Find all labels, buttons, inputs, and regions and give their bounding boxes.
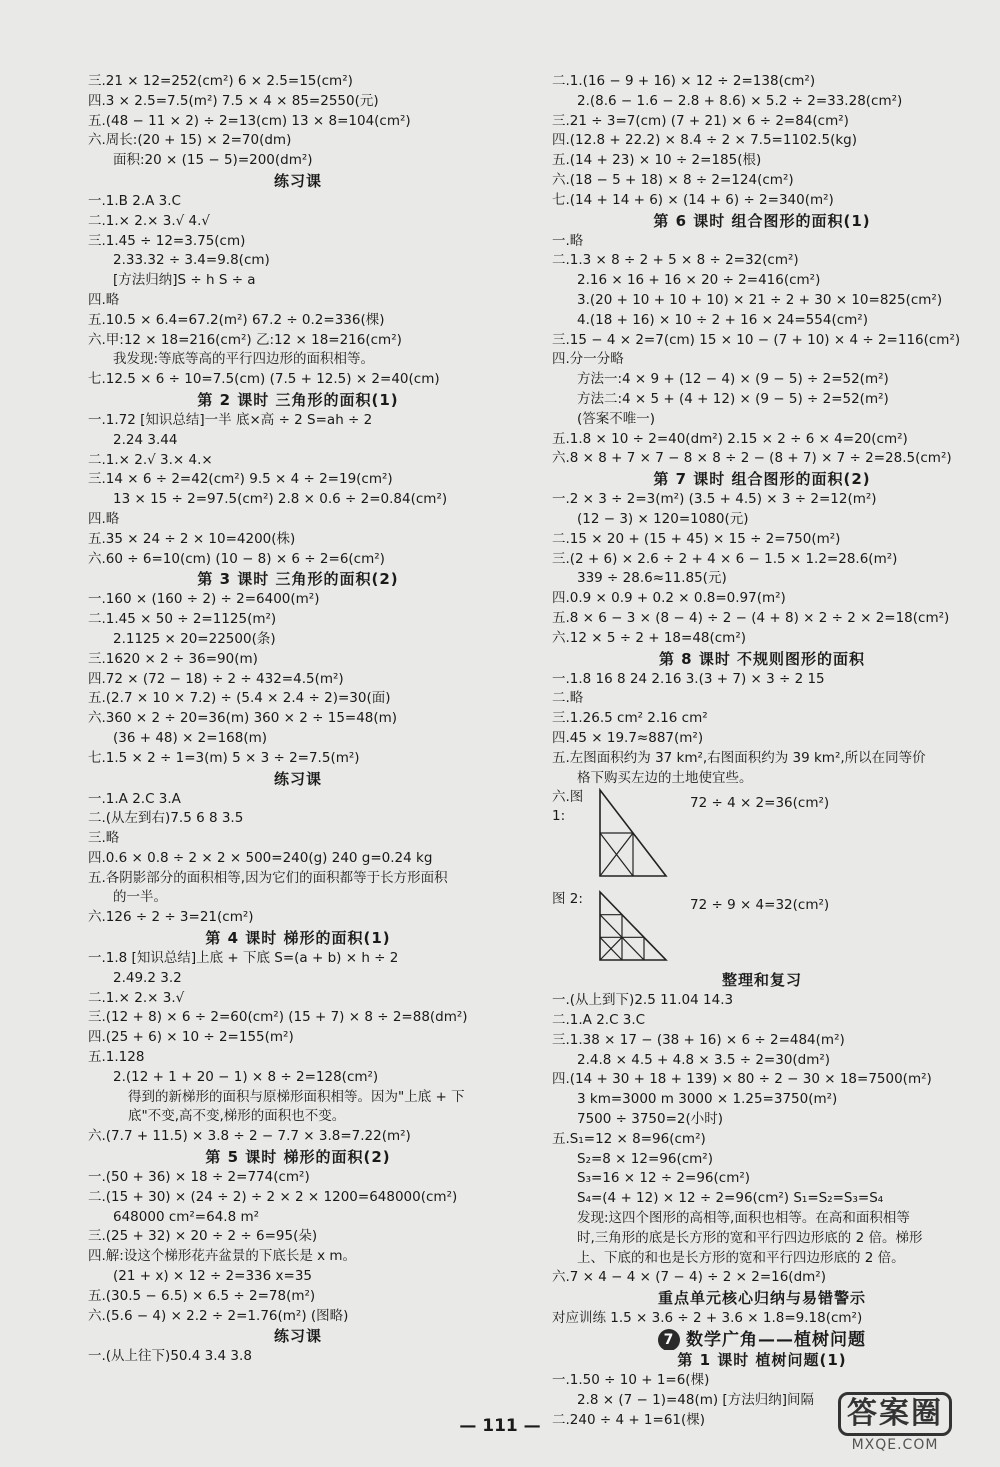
answer-line: 一.1.8 16 8 24 2.16 3.(3 + 7) × 3 ÷ 2 15 [552,670,825,687]
answer-line: 一.(从上到下)2.5 11.04 14.3 [552,992,734,1009]
answer-line: 13 × 15 ÷ 2=97.5(cm²) 2.8 × 0.6 ÷ 2=0.84(cm²) [113,491,448,508]
answer-line: 五.1.128 [88,1049,145,1066]
answer-line: (答案不唯一) [577,410,656,427]
answer-line: 六.60 ÷ 6=10(cm) (10 − 8) × 6 ÷ 2=6(cm²) [88,550,385,567]
answer-line: 二.1.× 2.× 3.√ [88,989,185,1006]
figure-2-triangle-icon [598,890,668,962]
answer-line: 五.(14 + 23) × 10 ÷ 2=185(根) [552,152,762,169]
answer-line: 发现:这四个图形的高相等,面积也相等。在高和面积相等 [577,1210,910,1227]
answer-line: [方法归纳]S ÷ h S ÷ a [113,272,256,289]
section-heading: 整理和复习 [721,971,802,990]
answer-line: 二.1.45 × 50 ÷ 2=1125(m²) [88,611,277,628]
answer-line: 三.(25 + 32) × 20 ÷ 2 ÷ 6=95(朵) [88,1228,318,1245]
watermark-text: 答案圈 [838,1392,952,1436]
answer-line: 六.周长:(20 + 15) × 2=70(dm) [88,132,292,149]
figure-1-triangle-icon [598,788,668,878]
answer-line: 2.(12 + 1 + 20 − 1) × 8 ÷ 2=128(cm²) [113,1068,379,1085]
section-heading: 第 3 课时 三角形的面积(2) [197,570,399,589]
answer-line: 五.(2.7 × 10 × 7.2) ÷ (5.4 × 2.4 ÷ 2)=30(面) [88,690,391,707]
answer-line: 四.(12.8 + 22.2) × 8.4 ÷ 2 × 7.5=1102.5(kg) [552,132,858,149]
answer-line: 二.15 × 20 + (15 + 45) × 15 ÷ 2=750(m²) [552,530,841,547]
answer-line: 六.8 × 8 + 7 × 7 − 8 × 8 ÷ 2 − (8 + 7) × 7 ÷ 2=28.5(cm²) [552,450,952,467]
answer-line: 一.160 × (160 ÷ 2) ÷ 2=6400(m²) [88,591,320,608]
answer-line: 二.1.A 2.C 3.C [552,1012,646,1029]
answer-line: 三.(2 + 6) × 2.6 ÷ 2 + 4 × 6 − 1.5 × 1.2=28.6(m²) [552,550,898,567]
answer-line: 格下购买左边的土地使宜些。 [577,769,753,786]
answer-line: 三.14 × 6 ÷ 2=42(cm²) 9.5 × 4 ÷ 2=19(cm²) [88,471,393,488]
answer-line: 六.360 × 2 ÷ 20=36(m) 360 × 2 ÷ 15=48(m) [88,710,398,727]
answer-line: 我发现:等底等高的平行四边形的面积相等。 [113,351,375,368]
answer-line: 三.(12 + 8) × 6 ÷ 2=60(cm²) (15 + 7) × 8 ÷ 2=88(dm²) [88,1009,468,1026]
unit-number-badge: 7 [658,1329,680,1350]
watermark-logo [810,1392,980,1452]
answer-line: 六.7 × 4 − 4 × (7 − 4) ÷ 2 × 2=16(dm²) [552,1269,826,1286]
answer-line: 四.(14 + 30 + 18 + 139) × 80 ÷ 2 − 30 × 18=7500(m²) [552,1071,932,1088]
answer-line: 五.8 × 6 − 3 × (8 − 4) ÷ 2 − (4 + 8) × 2 ÷ 2 × 2=18(cm²) [552,609,950,626]
answer-line: 二.(从左到右)7.5 6 8 3.5 [88,810,244,827]
section-heading: 练习课 [273,1327,322,1346]
answer-line: 三.1.38 × 17 − (38 + 16) × 6 ÷ 2=484(m²) [552,1031,845,1048]
answer-line: 三.1.45 ÷ 12=3.75(cm) [88,232,246,249]
answer-line: 对应训练 1.5 × 3.6 ÷ 2 + 3.6 × 1.8=9.18(cm²) [552,1310,863,1327]
answer-line: 三.略 [88,830,120,847]
section-heading: 第 8 课时 不规则图形的面积 [658,649,866,668]
answer-line: (36 + 48) × 2=168(m) [113,729,268,746]
section-heading: 重点单元核心归纳与易错警示 [657,1289,866,1308]
section-heading: 练习课 [273,769,322,788]
answer-line: (21 + x) × 12 ÷ 2=336 x=35 [113,1268,312,1285]
section-heading: 第 5 课时 梯形的面积(2) [205,1148,391,1167]
answer-line: 底"不变,高不变,梯形的面积也不变。 [128,1108,346,1125]
right-column [552,72,972,1430]
answer-line: 三.1620 × 2 ÷ 36=90(m) [88,650,258,667]
answer-line: 七.12.5 × 6 ÷ 10=7.5(cm) (7.5 + 12.5) × 2=40(cm) [88,371,440,388]
answer-line: 一.1.72 [知识总结]一半 底×高 ÷ 2 S=ah ÷ 2 [88,411,373,428]
answer-line: 2.33.32 ÷ 3.4=9.8(cm) [113,252,270,269]
answer-line: 三.21 × 12=252(cm²) 6 × 2.5=15(cm²) [88,73,353,89]
answer-line: 四.0.9 × 0.9 + 0.2 × 0.8=0.97(m²) [552,590,786,607]
answer-line: 二.240 ÷ 4 + 1=61(棵) [552,1411,706,1428]
answer-line: 五.(48 − 11 × 2) ÷ 2=13(cm) 13 × 8=104(cm²) [88,112,411,129]
answer-line: 的一半。 [113,889,167,906]
unit-heading [552,1329,972,1350]
answer-line: 六.甲:12 × 18=216(cm²) 乙:12 × 18=216(cm²) [88,331,402,348]
answer-line: S₂=8 × 12=96(cm²) [577,1150,713,1167]
answer-line: 339 ÷ 28.6≈11.85(元) [577,570,727,587]
answer-line: 五.35 × 24 ÷ 2 × 10=4200(株) [88,530,296,547]
answer-line: 一.1.50 ÷ 10 + 1=6(棵) [552,1372,710,1389]
answer-line: 四.略 [88,510,120,527]
section-heading: 第 4 课时 梯形的面积(1) [205,929,391,948]
answer-line: 648000 cm²=64.8 m² [113,1208,260,1225]
answer-line: 面积:20 × (15 − 5)=200(dm²) [113,152,313,169]
answer-line: 五.10.5 × 6.4=67.2(m²) 67.2 ÷ 0.2=336(棵) [88,311,385,328]
answer-line: 四.72 × (72 − 18) ÷ 2 ÷ 432=4.5(m²) [88,670,344,687]
section-heading: 第 6 课时 组合图形的面积(1) [653,211,871,230]
answer-line: (12 − 3) × 120=1080(元) [577,510,749,527]
answer-line: 一.1.A 2.C 3.A [88,790,181,807]
answer-line: 一.(50 + 36) × 18 ÷ 2=774(cm²) [88,1169,310,1186]
unit-title: 数学广角——植树问题 [686,1330,866,1351]
answer-line: 四.解:设这个梯形花卉盆景的下底长是 x m。 [88,1248,357,1265]
answer-line: 二.1.(16 − 9 + 16) × 12 ÷ 2=138(cm²) [552,73,816,89]
section-heading: 练习课 [273,171,322,190]
figure-2-label: 图 2: [552,891,583,908]
answer-line: S₄=(4 + 12) × 12 ÷ 2=96(cm²) S₁=S₂=S₃=S₄ [577,1190,884,1207]
answer-line: 六.(7.7 + 11.5) × 3.8 ÷ 2 − 7.7 × 3.8=7.22(m²) [88,1128,411,1145]
answer-line: 方法一:4 × 9 + (12 − 4) × (9 − 5) ÷ 2=52(m²) [577,371,889,388]
answer-line: 六.(18 − 5 + 18) × 8 ÷ 2=124(cm²) [552,171,794,188]
answer-line: 一.略 [552,232,584,249]
figure-2-equation: 72 ÷ 9 × 4=32(cm²) [690,897,830,914]
answer-line: 四.分一分略 [552,351,624,368]
answer-line: 2.(8.6 − 1.6 − 2.8 + 8.6) × 5.2 ÷ 2=33.28(cm²) [577,92,903,109]
answer-line: 四.45 × 19.7≈887(m²) [552,729,704,746]
figure-1-label: 六.图 1: [552,789,584,825]
answer-line: 7500 ÷ 3750=2(小时) [577,1111,724,1128]
answer-line: 五.(30.5 − 6.5) × 6.5 ÷ 2=78(m²) [88,1287,316,1304]
figure-1-equation: 72 ÷ 4 × 2=36(cm²) [690,795,830,812]
answer-line: 2.1125 × 20=22500(条) [113,630,276,647]
answer-line: 二.1.3 × 8 ÷ 2 + 5 × 8 ÷ 2=32(cm²) [552,252,799,269]
right-column-part-a [552,72,972,788]
answer-line: 二.略 [552,690,584,707]
answer-line: 三.15 − 4 × 2=7(cm) 15 × 10 − (7 + 10) × 4 ÷ 2=116(cm²) [552,331,961,348]
section-heading: 第 7 课时 组合图形的面积(2) [653,470,871,489]
answer-line: 2.8 × (7 − 1)=48(m) [方法归纳]间隔 [577,1391,814,1408]
answer-line: S₃=16 × 12 ÷ 2=96(cm²) [577,1170,751,1187]
answer-line: 2.24 3.44 [113,431,178,448]
answer-line: 二.1.× 2.× 3.√ 4.√ [88,212,211,229]
answer-line: 四.3 × 2.5=7.5(m²) 7.5 × 4 × 85=2550(元) [88,92,379,109]
answer-line: 3.(20 + 10 + 10 + 10) × 21 ÷ 2 + 30 × 10=825(cm²) [577,291,943,308]
answer-line: 2.4.8 × 4.5 + 4.8 × 3.5 ÷ 2=30(dm²) [577,1051,831,1068]
figure-1 [552,788,972,890]
answer-line: 四.0.6 × 0.8 ÷ 2 × 2 × 500=240(g) 240 g=0.24 kg [88,849,433,866]
answer-line: 一.1.B 2.A 3.C [88,192,181,209]
figure-2 [552,890,972,970]
answer-line: 五.S₁=12 × 8=96(cm²) [552,1130,706,1147]
watermark-url: MXQE.COM [851,1437,939,1453]
answer-line: 一.(从上往下)50.4 3.4 3.8 [88,1348,252,1365]
answer-line: 2.49.2 3.2 [113,969,182,986]
answer-line: 上、下底的和也是长方形的宽和平行四边形底的 2 倍。 [577,1249,905,1266]
answer-line: 时,三角形的底是长方形的宽和平行四边形底的 2 倍。梯形 [577,1229,923,1246]
answer-line: 五.各阴影部分的面积相等,因为它们的面积都等于长方形面积 [88,869,448,886]
answer-line: 2.16 × 16 + 16 × 20 ÷ 2=416(cm²) [577,272,821,289]
answer-line: 二.(15 + 30) × (24 ÷ 2) ÷ 2 × 2 × 1200=648000(cm²) [88,1188,458,1205]
answer-line: 六.12 × 5 ÷ 2 + 18=48(cm²) [552,629,747,646]
section-heading: 第 2 课时 三角形的面积(1) [197,390,399,409]
answer-line: 4.(18 + 16) × 10 ÷ 2 + 16 × 24=554(cm²) [577,311,868,328]
page-number: — 111 — [459,1416,541,1436]
answer-line: 三.1.26.5 cm² 2.16 cm² [552,710,708,727]
answer-line: 三.21 ÷ 3=7(cm) (7 + 21) × 6 ÷ 2=84(cm²) [552,112,849,129]
right-column-part-b [552,970,972,1430]
answer-line: 七.(14 + 14 + 6) × (14 + 6) ÷ 2=340(m²) [552,191,834,208]
answer-line: 一.1.8 [知识总结]上底 + 下底 S=(a + b) × h ÷ 2 [88,950,399,967]
answer-line: 3 km=3000 m 3000 × 1.25=3750(m²) [577,1091,838,1108]
answer-line: 四.略 [88,291,120,308]
answer-line: 七.1.5 × 2 ÷ 1=3(m) 5 × 3 ÷ 2=7.5(m²) [88,749,360,766]
answer-line: 四.(25 + 6) × 10 ÷ 2=155(m²) [88,1029,294,1046]
answer-line: 二.1.× 2.√ 3.× 4.× [88,451,213,468]
left-column [88,72,508,1367]
answer-line: 方法二:4 × 5 + (4 + 12) × (9 − 5) ÷ 2=52(m²) [577,390,889,407]
answer-line: 五.1.8 × 10 ÷ 2=40(dm²) 2.15 × 2 ÷ 6 × 4=20(cm²) [552,430,908,447]
answer-line: 五.左图面积约为 37 km²,右图面积约为 39 km²,所以在同等价 [552,749,926,766]
section-heading: 第 1 课时 植树问题(1) [677,1351,847,1370]
answer-line: 六.(5.6 − 4) × 2.2 ÷ 2=1.76(m²) (图略) [88,1307,349,1324]
answer-line: 得到的新梯形的面积与原梯形面积相等。因为"上底 + 下 [128,1088,465,1105]
answer-line: 六.126 ÷ 2 ÷ 3=21(cm²) [88,909,254,926]
answer-line: 一.2 × 3 ÷ 2=3(m²) (3.5 + 4.5) × 3 ÷ 2=12(m²) [552,491,877,508]
